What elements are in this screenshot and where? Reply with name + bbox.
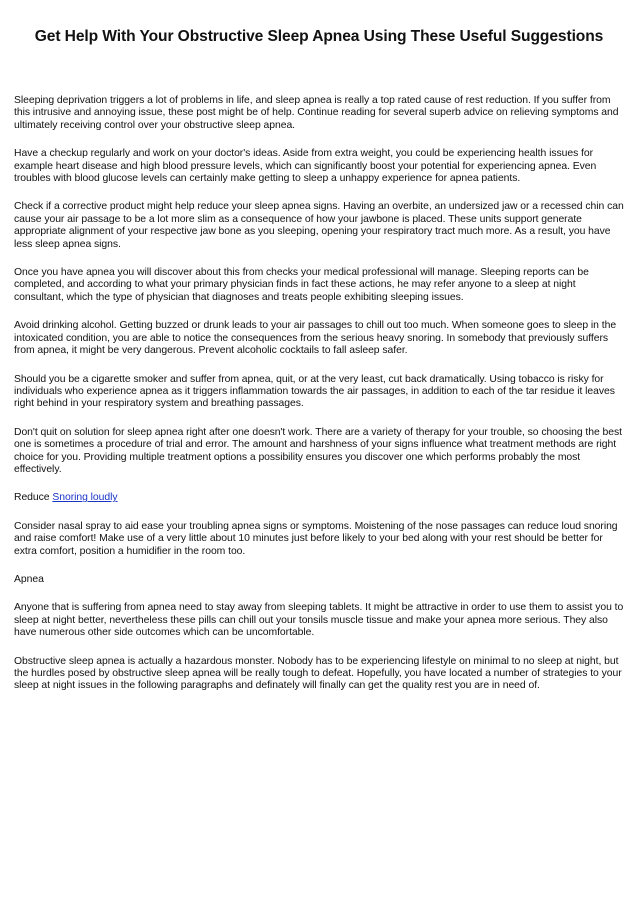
paragraph-intro: Sleeping deprivation triggers a lot of problems in life, and sleep apnea is really a top rated cause of rest reduction. If you suffer from this intrusive and annoying issue, these post might be of help. Continue reading for several superb advice on relieving symptoms and ultimately receiving control over your obstructive sleep apnea. [14,95,619,131]
paragraph-corrective-product: Check if a corrective product might help reduce your sleep apnea signs. Having an overbite, an undersized jaw or a recessed chin can cause your air passage to be a lot more slim as a consequence of how your jawbone is placed. These units support generate appropriate alignment of your respective jaw bone as you sleeping, opening your respiratory tract much more. As a result, you have less sleep apnea signs. [14,201,624,250]
paragraph-treatment: Don't quit on solution for sleep apnea right after one doesn't work. There are a variety of therapy for your trouble, so choosing the best one is sometimes a procedure of trial and error. The amount and harshness of your signs influence what treatment methods are right choice for you. Providing multiple treatment options a possibility ensures you discover one which performs probably the most effectively. [14,426,622,475]
paragraph-checkup: Have a checkup regularly and work on your doctor's ideas. Aside from extra weight, you could be experiencing health issues for example heart disease and high blood pressure levels, which can significantly boost your potential for experiencing apnea. Even troubles with blood glucose levels can certainly make getting to sleep a unhappy experience for apnea patients. [14,148,597,185]
paragraph-alcohol: Avoid drinking alcohol. Getting buzzed or drunk leads to your air passages to chill out too much. When someone goes to sleep in the intoxicated condition, you are able to notice the consequences from the serious heavy snoring. In somebody that previously suffers from apnea, it might be very dangerous. Prevent alcoholic cocktails to fall asleep safer. [14,320,617,357]
reduce-line-prefix: Reduce [14,492,53,504]
article-body [14,95,624,693]
paragraph-smoking: Should you be a cigarette smoker and suffer from apnea, quit, or at the very least, cut back dramatically. Using tobacco is risky for individuals who experience apnea as it triggers inflammation towards the air passages, in addition to each of the tar residue it leaves right behind in your respiratory system and breathing passages. [14,373,615,410]
paragraph-medical-checks: Once you have apnea you will discover about this from checks your medical professional will manage. Sleeping reports can be completed, and according to what your primary physician finds in fact these actions, he may refer anyone to a sleep at night consultant, which the type of physician that diagnoses and treats people exhibiting sleeping issues. [14,267,589,303]
snoring-loudly-link[interactable]: Snoring loudly [52,492,118,504]
page-title: Get Help With Your Obstructive Sleep Apnea Using These Useful Suggestions [34,28,604,45]
paragraph-sleeping-tablets: Anyone that is suffering from apnea need to stay away from sleeping tablets. It might be attractive in order to use them to assist you to sleep at night better, nevertheless these pills can chill out your tonsils muscle tissue and make your apnea more serious. They also have numerous other side outcomes which can be uncomfortable. [14,602,624,639]
paragraph-nasal-spray: Consider nasal spray to aid ease your troubling apnea signs or symptoms. Moistening of the nose passages can reduce loud snoring and raise comfort! Make use of a very little about 10 minutes just before likely to your bed along with your rest should be better for extra comfort, position a humidifier in the room too. [14,520,618,557]
keyword-line: Apnea [14,573,44,585]
reduce-line [14,492,624,504]
paragraph-conclusion: Obstructive sleep apnea is actually a hazardous monster. Nobody has to be experiencing lifestyle on minimal to no sleep at night, but the hurdles posed by obstructive sleep apnea will be really tough to defeat. Hopefully, you have located a number of strategies to your sleep at night issues in the following paragraphs and definately will finally can get the quality rest you are in need of. [14,655,622,692]
